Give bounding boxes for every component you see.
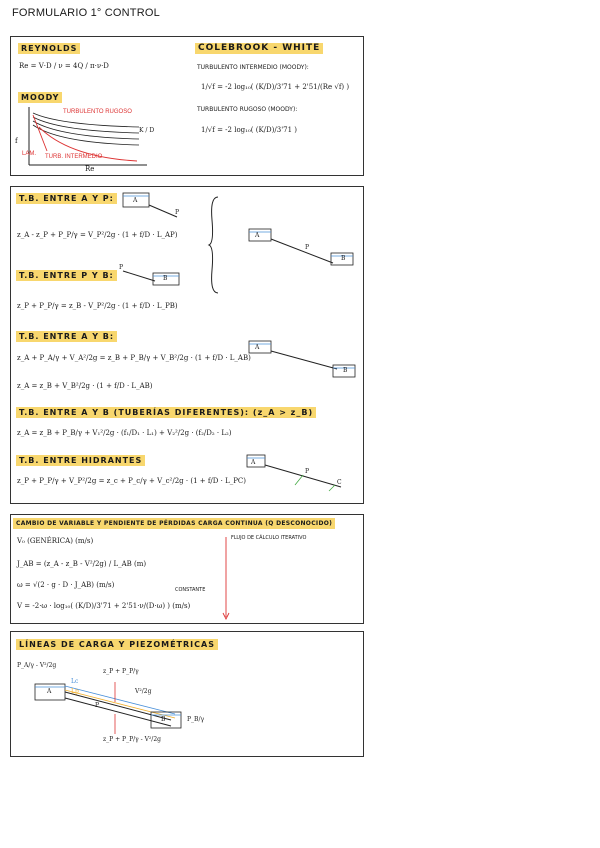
diagram-tank-a-p-b-label-b: B bbox=[341, 255, 346, 262]
moody-diagram bbox=[19, 105, 149, 175]
equation-tb-pb: z_P + P_P/γ = z_B - V_P²/2g · (1 + f/D · L_PB) bbox=[17, 302, 178, 310]
cambio-variable-line-4: V = -2·ω · log₁₀( (K/D)/3'71 + 2'51·ν/(D·ω) ) (m/s) bbox=[17, 602, 191, 610]
diagram-tank-a-to-p-label-p: P bbox=[175, 209, 180, 216]
diagram-tank-a-b-label-b: B bbox=[343, 367, 348, 374]
constante-note: CONSTANTE bbox=[175, 587, 206, 593]
colebrook-formula2: 1/√f = -2 log₁₀( (K/D)/3'71 ) bbox=[201, 126, 297, 134]
diagram-tank-a-p-b-label-p: P bbox=[305, 244, 310, 251]
lineas-carga-label-lp: Lp bbox=[71, 688, 79, 695]
page-title: FORMULARIO 1° CONTROL bbox=[12, 7, 160, 19]
heading-tb-ab: T.B. ENTRE A Y B: bbox=[16, 331, 117, 342]
heading-tb-hidrantes: T.B. ENTRE HIDRANTES bbox=[16, 455, 145, 466]
heading-tb-pb: T.B. ENTRE P Y B: bbox=[16, 270, 117, 281]
brace bbox=[208, 195, 222, 295]
colebrook-sub1: TURBULENTO INTERMEDIO (MOODY): bbox=[197, 64, 309, 71]
diagram-tank-a-to-p bbox=[121, 191, 181, 221]
panel-cambio-variable bbox=[10, 514, 364, 624]
cambio-variable-heading: CAMBIO DE VARIABLE Y PENDIENTE DE PÉRDIDAS CARGA CONTINUA (Q DESCONOCIDO) bbox=[13, 518, 335, 529]
diagram-tank-a-p-b bbox=[247, 227, 357, 269]
diagram-p-to-tank-b-label-b: B bbox=[163, 275, 168, 282]
moody-axis-x: Re bbox=[85, 165, 95, 173]
panel-lineas-carga bbox=[10, 631, 364, 757]
moody-turb-intermedio-label: TURB. INTERMEDIO bbox=[45, 154, 103, 160]
lineas-carga-label-pb: P_B/γ bbox=[187, 716, 205, 723]
moody-axis-y: f bbox=[15, 137, 18, 145]
heading-tb-ap: T.B. ENTRE A Y P: bbox=[16, 193, 117, 204]
cambio-variable-line-2: J_AB = (z_A - z_B - V²/2g) / L_AB (m) bbox=[17, 560, 147, 568]
moody-heading: MOODY bbox=[18, 92, 62, 103]
colebrook-heading: COLEBROOK - WHITE bbox=[195, 43, 323, 54]
panel-reynolds-moody-colebrook bbox=[10, 36, 364, 176]
heading-tb-ab-diferentes: T.B. ENTRE A Y B (TUBERÍAS DIFERENTES): (z_A > z_B) bbox=[16, 407, 316, 418]
equation-tb-ab-1: z_A + P_A/γ + V_A²/2g = z_B + P_B/γ + V_B²/2g · (1 + f/D · L_AB) bbox=[17, 354, 251, 362]
cambio-variable-line-1: V₀ (GENÉRICA) (m/s) bbox=[17, 537, 94, 545]
diagram-hidrantes-label-c: C bbox=[337, 479, 342, 486]
equation-tb-ab-2: z_A = z_B + V_B²/2g · (1 + f/D · L_AB) bbox=[17, 382, 153, 390]
lineas-carga-label-top: P_A/γ - V²/2g bbox=[17, 662, 57, 669]
moody-ratio-label: K / D bbox=[139, 127, 155, 134]
equation-tb-ab-diferentes: z_A = z_B + P_B/γ + V₁²/2g · (f₁/D₁ · L₁) + V₂²/2g · (f₂/D₂ · L₂) bbox=[17, 429, 232, 437]
diagram-tank-a-p-b-label-a: A bbox=[255, 232, 260, 239]
lineas-carga-diagram bbox=[31, 672, 211, 738]
lineas-carga-label-b: B bbox=[161, 716, 166, 723]
lineas-carga-label-zp-down: z_P + P_P/γ - V²/2g bbox=[103, 736, 161, 743]
lineas-carga-heading: LÍNEAS DE CARGA Y PIEZOMÉTRICAS bbox=[16, 639, 218, 650]
reynolds-formula: Re = V·D / ν = 4Q / π·ν·D bbox=[19, 62, 109, 70]
moody-turb-rugoso-label: TURBULENTO RUGOSO bbox=[63, 109, 132, 115]
equation-tb-ap: z_A - z_P + P_P/γ = V_P²/2g · (1 + f/D · L_AP) bbox=[17, 231, 178, 239]
lineas-carga-label-zp-up: z_P + P_P/γ bbox=[103, 668, 139, 675]
diagram-p-to-tank-b bbox=[119, 267, 189, 289]
flujo-iterativo-arrow bbox=[221, 537, 233, 622]
equation-tb-hidrantes: z_P + P_P/γ + V_P²/2g = z_c + P_c/γ + V_c²/2g · (1 + f/D · L_PC) bbox=[17, 477, 247, 485]
diagram-hidrantes-label-p: P bbox=[305, 468, 310, 475]
lineas-carga-label-p: P bbox=[95, 702, 100, 709]
cambio-variable-line-3: ω = √(2 · g · D · J_AB) (m/s) bbox=[17, 581, 115, 589]
moody-laminar-label: LAM. bbox=[22, 151, 37, 157]
diagram-tank-a-b-label-a: A bbox=[255, 344, 260, 351]
flujo-iterativo-note: FLUJO DE CÁLCULO ITERATIVO bbox=[231, 535, 307, 541]
colebrook-sub2: TURBULENTO RUGOSO (MOODY): bbox=[197, 106, 298, 113]
lineas-carga-label-v2: V²/2g bbox=[135, 688, 152, 695]
panel-bernoulli bbox=[10, 186, 364, 504]
diagram-hidrantes bbox=[245, 453, 355, 493]
lineas-carga-label-lc: Lc bbox=[71, 678, 79, 685]
lineas-carga-label-a: A bbox=[47, 688, 52, 695]
diagram-tank-a-to-p-label-a: A bbox=[133, 197, 138, 204]
colebrook-formula1: 1/√f = -2 log₁₀( (K/D)/3'71 + 2'51/(Re √f) ) bbox=[201, 83, 350, 91]
diagram-p-to-tank-b-label-p: P bbox=[119, 264, 124, 271]
reynolds-heading: REYNOLDS bbox=[18, 43, 80, 54]
diagram-hidrantes-label-a: A bbox=[251, 459, 256, 466]
diagram-tank-a-b bbox=[247, 339, 357, 381]
